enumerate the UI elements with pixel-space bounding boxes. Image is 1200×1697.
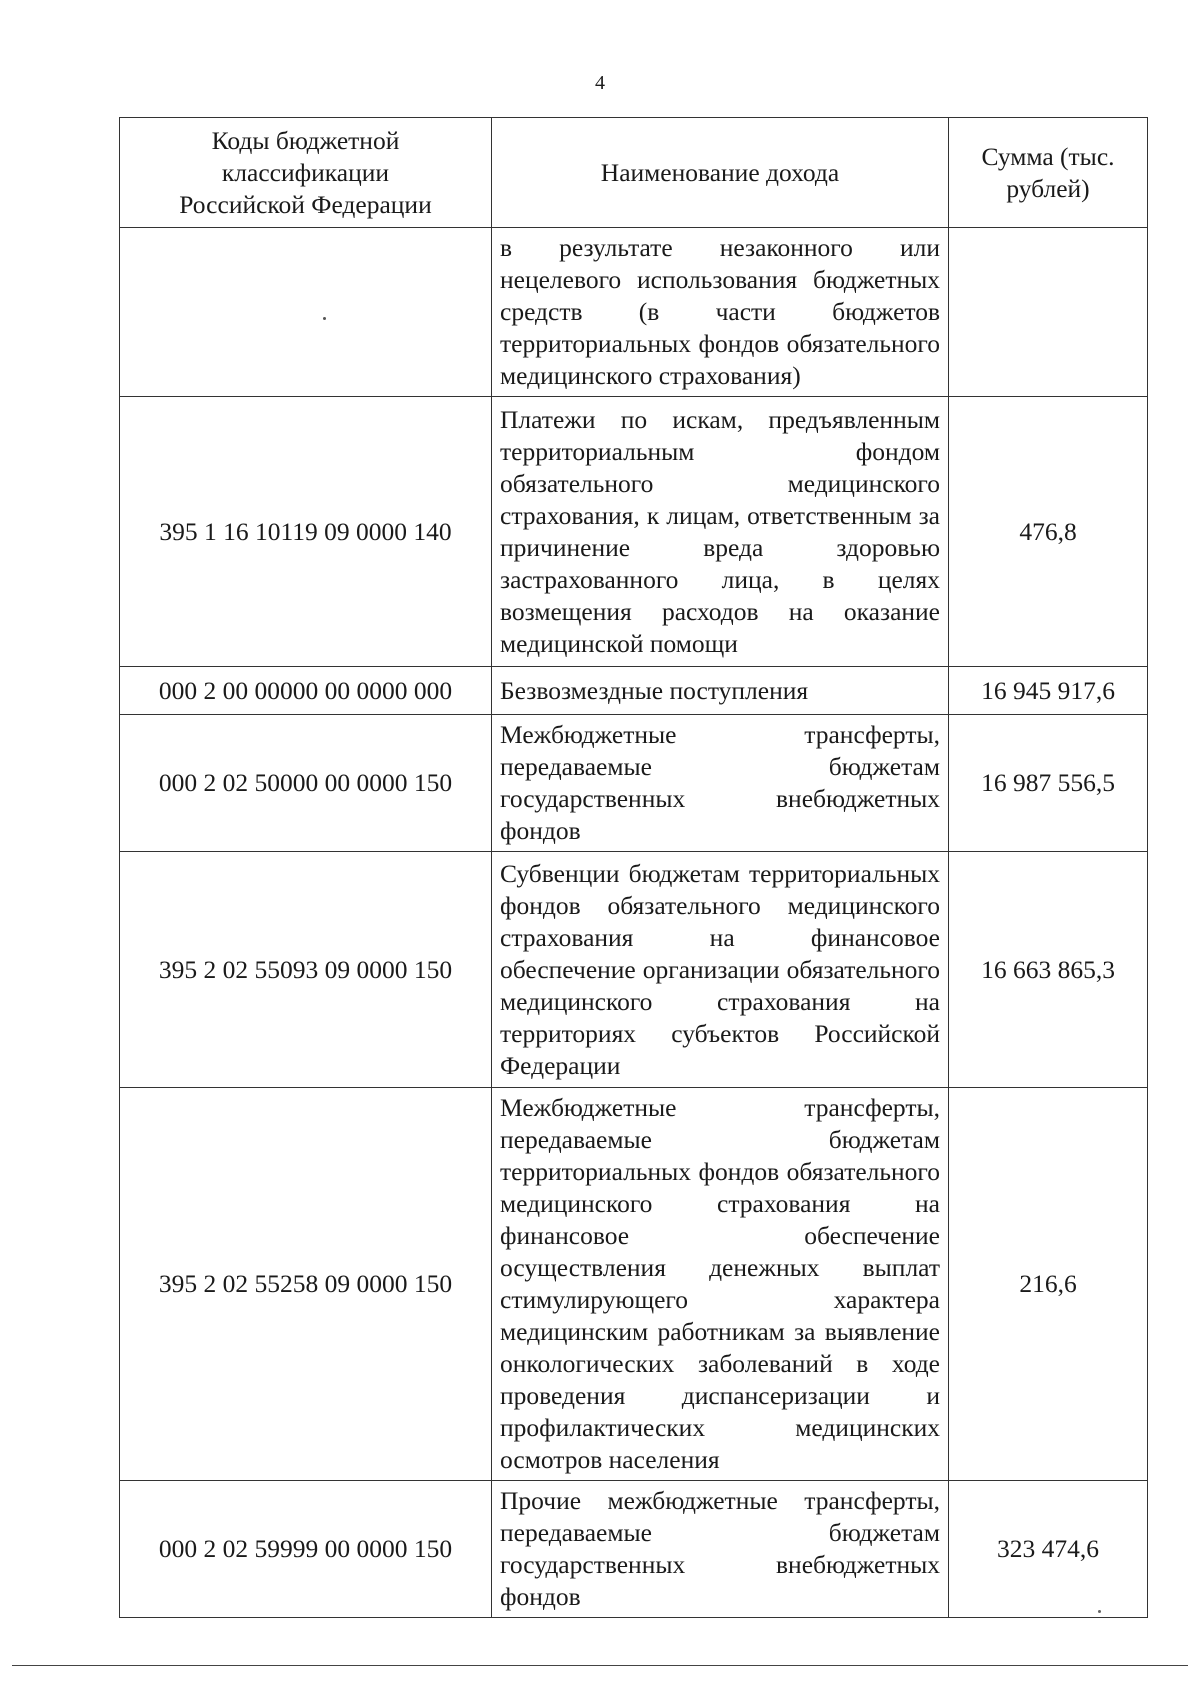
row-code: 000 2 00 00000 00 0000 000 — [120, 667, 492, 715]
row-amount: 476,8 — [949, 397, 1148, 667]
row-name: Платежи по искам, предъявленным территориальным фондом обязательного медицинского страхования, к лицам, ответственным за причинение вреда здоровью застрахованного лица, в целях возмещения расходов на оказание медицинской помощи — [492, 397, 949, 667]
scan-dot — [323, 317, 326, 320]
row-amount: 216,6 — [949, 1088, 1148, 1481]
revenue-table — [119, 117, 1148, 1618]
header-name: Наименование дохода — [492, 118, 949, 228]
table-row — [120, 852, 1148, 1088]
header-code: Коды бюджетной классификации Российской Федерации — [120, 118, 492, 228]
row-name: Прочие межбюджетные трансферты, передаваемые бюджетам государственных внебюджетных фондов — [492, 1481, 949, 1618]
page-number: 4 — [595, 72, 605, 94]
row-code: 000 2 02 59999 00 0000 150 — [120, 1481, 492, 1618]
row-name: в результате незаконного или нецелевого использования бюджетных средств (в части бюджетов территориальных фондов обязательного медицинского страхования) — [492, 228, 949, 397]
row-amount — [949, 228, 1148, 397]
row-amount: 16 945 917,6 — [949, 667, 1148, 715]
row-amount: 16 663 865,3 — [949, 852, 1148, 1088]
scan-speck — [1098, 1610, 1101, 1613]
row-code — [120, 228, 492, 397]
table-row — [120, 667, 1148, 715]
table-row — [120, 1088, 1148, 1481]
table-row — [120, 228, 1148, 397]
row-name: Межбюджетные трансферты, передаваемые бюджетам территориальных фондов обязательного медицинского страхования на финансовое обеспечение осуществления денежных выплат стимулирующего характера медицинским работникам за выявление онкологических заболеваний в ходе проведения диспансеризации и профилактических медицинских осмотров населения — [492, 1088, 949, 1481]
row-name: Межбюджетные трансферты, передаваемые бюджетам государственных внебюджетных фондов — [492, 715, 949, 852]
header-amount: Сумма (тыс. рублей) — [949, 118, 1148, 228]
row-name: Безвозмездные поступления — [492, 667, 949, 715]
table-row — [120, 397, 1148, 667]
row-code: 395 2 02 55093 09 0000 150 — [120, 852, 492, 1088]
row-amount: 323 474,6 — [949, 1481, 1148, 1618]
row-code: 395 2 02 55258 09 0000 150 — [120, 1088, 492, 1481]
row-code: 000 2 02 50000 00 0000 150 — [120, 715, 492, 852]
row-amount: 16 987 556,5 — [949, 715, 1148, 852]
table-header-row — [120, 118, 1148, 228]
table-row — [120, 1481, 1148, 1618]
bottom-rule — [12, 1665, 1188, 1666]
table-row — [120, 715, 1148, 852]
row-code: 395 1 16 10119 09 0000 140 — [120, 397, 492, 667]
row-name: Субвенции бюджетам территориальных фондов обязательного медицинского страхования на финансовое обеспечение организации обязательного медицинского страхования на территориях субъектов Российской Федерации — [492, 852, 949, 1088]
